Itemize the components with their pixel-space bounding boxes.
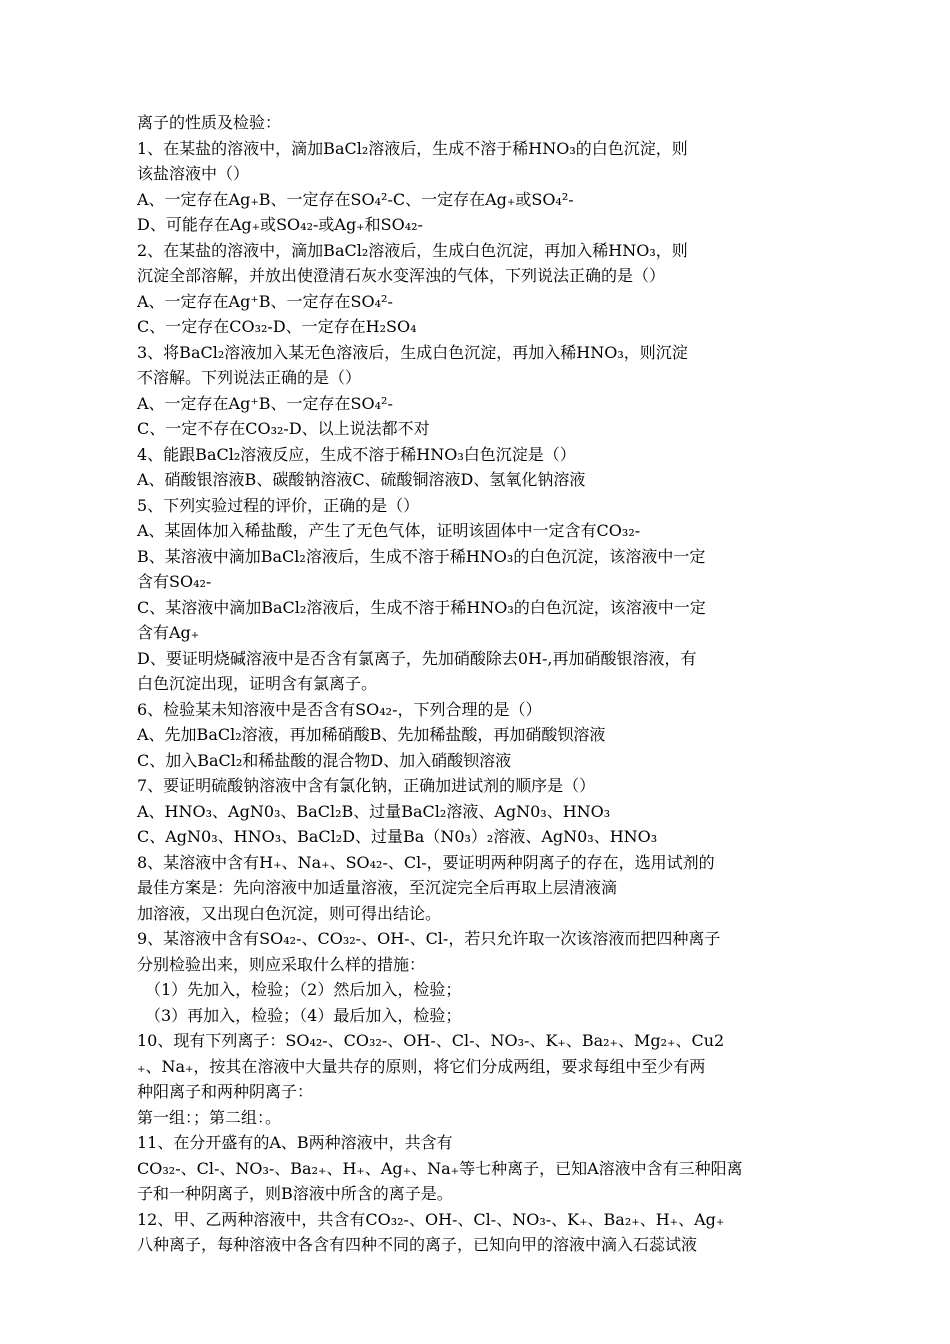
q3-stem-line1: 3、将BaCl₂溶液加入某无色溶液后，生成白色沉淀，再加入稀HNO₃，则沉淀 [137,342,688,362]
q3-stem-line2: 不溶解。下列说法正确的是（） [137,368,362,387]
q1-options-line1: A、一定存在Ag₊B、一定存在SO₄²-C、一定存在Ag₊或SO₄²- [137,189,574,209]
q9-steps-line1: （1）先加入，检验；（2）然后加入，检验； [145,980,462,999]
q7-stem: 7、要证明硫酸钠溶液中含有氯化钠，正确加进试剂的顺序是（） [137,776,596,795]
q5-option-d-line1: D、要证明烧碱溶液中是否含有氯离子，先加硝酸除去0H-,再加硝酸银溶液，有 [137,648,697,668]
q9-steps-line2: （3）再加入，检验；（4）最后加入，检验； [145,1005,462,1025]
q5-option-b-line2: 含有SO₄₂- [137,572,212,591]
q4-options: A、硝酸银溶液B、碳酸钠溶液C、硫酸铜溶液D、氢氧化钠溶液 [137,470,586,489]
q8-line3: 加溶液，又出现白色沉淀，则可得出结论。 [137,903,442,923]
q1-stem-line1: 1、在某盐的溶液中，滴加BaCl₂溶液后，生成不溶于稀HNO₃的白色沉淀，则 [137,138,688,158]
q1-stem-line2: 该盐溶液中（） [137,164,250,183]
q5-option-b-line1: B、某溶液中滴加BaCl₂溶液后，生成不溶于稀HNO₃的白色沉淀，该溶液中一定 [137,546,706,566]
q3-options-line2: C、一定不存在CO₃₂-D、以上说法都不对 [137,419,430,438]
q9-line1: 9、某溶液中含有SO₄₂-、CO₃₂-、OH-、Cl-，若只允许取一次该溶液而把四种离子 [137,929,721,948]
q11-line2: CO₃₂-、Cl-、NO₃-、Ba₂₊、H₊、Ag₊、Na₊等七种离子，已知A溶液中含有三种阳离 [137,1158,743,1178]
q11-line3: 子和一种阴离子，则B溶液中所含的离子是。 [137,1184,453,1203]
document-body [137,110,817,1258]
q10-line3: 种阳离子和两种阴离子： [137,1082,314,1101]
q8-line2: 最佳方案是：先向溶液中加适量溶液，至沉淀完全后再取上层清液滴 [137,878,618,897]
q3-options-line1: A、一定存在Ag⁺B、一定存在SO₄²- [137,393,393,413]
q5-option-d-line2: 白色沉淀出现，证明含有氯离子。 [137,674,378,693]
q8-line1: 8、某溶液中含有H₊、Na₊、SO₄₂-、Cl-，要证明两种阴离子的存在，选用试剂的 [137,852,715,872]
q7-options-line2: C、AgN0₃、HNO₃、BaCl₂D、过量Ba（N0₃）₂溶液、AgN0₃、HNO₃ [137,827,658,846]
q7-options-line1: A、HNO₃、AgN0₃、BaCl₂B、过量BaCl₂溶液、AgN0₃、HNO₃ [137,801,611,821]
q5-stem: 5、下列实验过程的评价，正确的是（） [137,495,420,515]
title: 离子的性质及检验： [137,113,282,132]
q10-answer: 第一组：；第二组：。 [137,1107,282,1127]
q4-stem: 4、能跟BaCl₂溶液反应，生成不溶于稀HNO₃白色沉淀是（） [137,444,576,464]
q2-options-line1: A、一定存在Ag⁺B、一定存在SO₄²- [137,291,393,311]
q2-stem-line1: 2、在某盐的溶液中，滴加BaCl₂溶液后，生成白色沉淀，再加入稀HNO₃，则 [137,240,688,260]
q6-options-line2: C、加入BaCl₂和稀盐酸的混合物D、加入硝酸钡溶液 [137,750,512,770]
q5-option-a: A、某固体加入稀盐酸，产生了无色气体，证明该固体中一定含有CO₃₂- [137,521,641,540]
q2-options-line2: C、一定存在CO₃₂-D、一定存在H₂SO₄ [137,317,417,336]
q5-option-c-line1: C、某溶液中滴加BaCl₂溶液后，生成不溶于稀HNO₃的白色沉淀，该溶液中一定 [137,597,706,617]
q10-line2: ₊、Na₊，按其在溶液中大量共存的原则，将它们分成两组，要求每组中至少有两 [137,1056,706,1076]
q6-options-line1: A、先加BaCl₂溶液，再加稀硝酸B、先加稀盐酸，再加硝酸钡溶液 [137,725,606,744]
q11-line1: 11、在分开盛有的A、B两种溶液中，共含有 [137,1133,453,1152]
q12-line2: 八种离子，每种溶液中各含有四种不同的离子，已知向甲的溶液中滴入石蕊试液 [137,1235,698,1254]
q12-line1: 12、甲、乙两种溶液中，共含有CO₃₂-、OH-、Cl-、NO₃-、K₊、Ba₂₊、H₊、Ag₊ [137,1209,725,1229]
q10-line1: 10、现有下列离子：SO₄₂-、CO₃₂-、OH-、Cl-、NO₃-、K₊、Ba₂₊、Mg₂₊、Cu2 [137,1031,725,1050]
q6-stem: 6、检验某未知溶液中是否含有SO₄₂-，下列合理的是（） [137,699,542,719]
q9-line2: 分别检验出来，则应采取什么样的措施： [137,954,426,974]
q5-option-c-line2: 含有Ag₊ [137,623,200,642]
q2-stem-line2: 沉淀全部溶解，并放出使澄清石灰水变浑浊的气体，下列说法正确的是（） [137,266,666,285]
q1-options-line2: D、可能存在Ag₊或SO₄₂-或Ag₊和SO₄₂- [137,215,423,234]
